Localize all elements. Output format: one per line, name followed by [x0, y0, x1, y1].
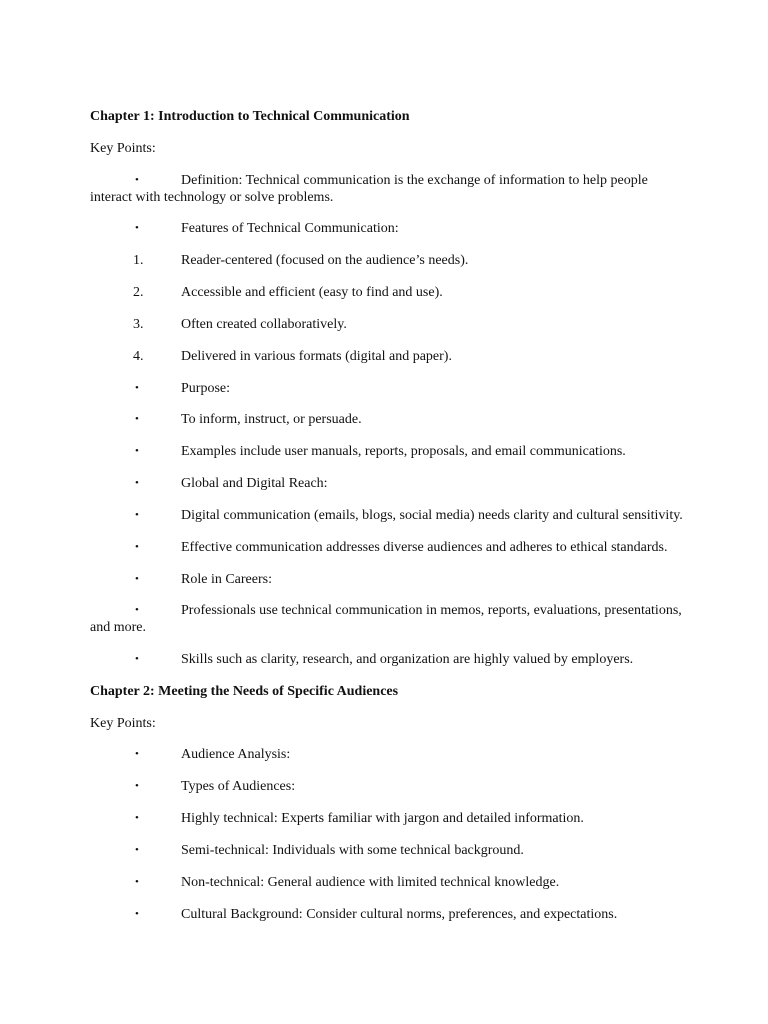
list-item-text: Reader-centered (focused on the audience’s needs). [181, 253, 469, 268]
definition-paragraph [90, 172, 690, 206]
bullet-marker: • [135, 780, 139, 792]
number-marker: 1. [133, 253, 144, 268]
chapter-1-heading: Chapter 1: Introduction to Technical Communication [90, 109, 410, 124]
list-item-text: Non-technical: General audience with limited technical knowledge. [181, 875, 560, 890]
bullet-marker: • [135, 573, 139, 585]
number-marker: 3. [133, 317, 144, 332]
list-item-text: Features of Technical Communication: [181, 221, 399, 236]
list-item-text: Examples include user manuals, reports, proposals, and email communications. [181, 444, 626, 459]
number-marker: 4. [133, 349, 144, 364]
list-item-text: Cultural Background: Consider cultural norms, preferences, and expectations. [181, 907, 618, 922]
bullet-marker: • [135, 812, 139, 824]
list-item-text: Audience Analysis: [181, 747, 291, 762]
list-item-text: Digital communication (emails, blogs, social media) needs clarity and cultural sensitivity. [181, 508, 683, 523]
bullet-marker: • [135, 382, 139, 394]
list-item-text: Delivered in various formats (digital and paper). [181, 349, 452, 364]
bullet-marker: • [135, 477, 139, 489]
list-item-text: Semi-technical: Individuals with some technical background. [181, 843, 524, 858]
definition-line-1: Definition: Technical communication is the exchange of information to help people [181, 173, 648, 188]
definition-line-2: interact with technology or solve problems. [90, 190, 334, 205]
bullet-marker: • [135, 604, 139, 616]
professionals-line-2: and more. [90, 620, 146, 635]
list-item-text: Global and Digital Reach: [181, 476, 328, 491]
bullet-marker: • [135, 541, 139, 553]
bullet-marker: • [135, 413, 139, 425]
chapter-2-heading: Chapter 2: Meeting the Needs of Specific Audiences [90, 684, 399, 699]
list-item-text: Role in Careers: [181, 572, 272, 587]
bullet-marker: • [135, 653, 139, 665]
bullet-marker: • [135, 509, 139, 521]
bullet-marker: • [135, 174, 139, 186]
bullet-marker: • [135, 876, 139, 888]
list-item-text: Effective communication addresses diverse audiences and adheres to ethical standards. [181, 540, 668, 555]
list-item-text: Highly technical: Experts familiar with jargon and detailed information. [181, 811, 584, 826]
list-item-text: Often created collaboratively. [181, 317, 347, 332]
bullet-marker: • [135, 445, 139, 457]
list-item-text: Accessible and efficient (easy to find and use). [181, 285, 443, 300]
number-marker: 2. [133, 285, 144, 300]
list-item-text: Skills such as clarity, research, and organization are highly valued by employers. [181, 652, 634, 667]
list-item-text: To inform, instruct, or persuade. [181, 412, 362, 427]
list-item-text: Types of Audiences: [181, 779, 296, 794]
bullet-marker: • [135, 844, 139, 856]
bullet-marker: • [135, 222, 139, 234]
bullet-marker: • [135, 748, 139, 760]
professionals-line-1: Professionals use technical communication in memos, reports, evaluations, presentations, [181, 603, 682, 618]
bullet-marker: • [135, 908, 139, 920]
chapter-2-key-points-label: Key Points: [90, 716, 156, 731]
professionals-paragraph [90, 602, 690, 636]
list-item-text: Purpose: [181, 381, 230, 396]
chapter-1-key-points-label: Key Points: [90, 141, 156, 156]
